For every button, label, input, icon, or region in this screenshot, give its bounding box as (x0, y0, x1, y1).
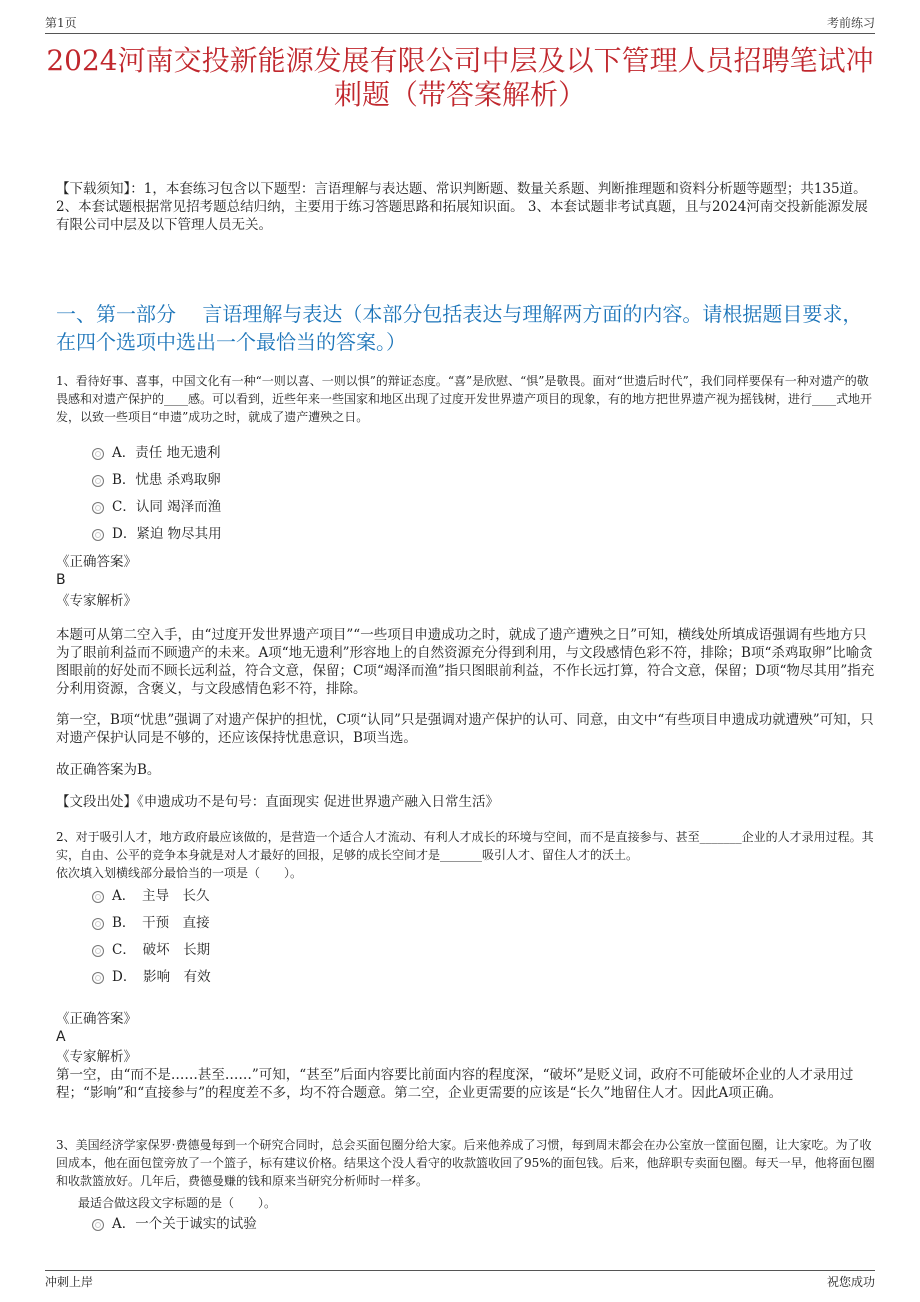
question-2-prompt: 依次填入划横线部分最恰当的一项是（ ）。 (56, 866, 303, 880)
option-c[interactable]: C． 破坏 长期 (92, 937, 211, 964)
question-3-prompt: 最适合做这段文字标题的是（ ）。 (78, 1196, 277, 1210)
radio-icon[interactable] (92, 448, 104, 460)
document-title: 2024河南交投新能源发展有限公司中层及以下管理人员招聘笔试冲刺题（带答案解析） (46, 44, 874, 111)
analysis-paragraph: 第一空，由“而不是……甚至……”可知，“甚至”后面内容要比前面内容的程度深，“破坏”是贬义词，政府不可能破坏企业的人才录用过程；“影响”和“直接参与”的程度差不多，均不符合题意。第二空，企业更需要的应该是“长久”地留住人才。因此A项正确。 (56, 1067, 854, 1101)
section-heading: 一、第一部分 言语理解与表达（本部分包括表达与理解两方面的内容。请根据题目要求，在四个选项中选出一个最恰当的答案。） (56, 302, 863, 354)
analysis-paragraph: 故正确答案为B。 (56, 762, 161, 778)
option-d[interactable]: D．紧迫 物尽其用 (92, 521, 222, 548)
question-2-options (92, 883, 211, 991)
header-label: 考前练习 (826, 16, 875, 30)
radio-icon[interactable] (92, 918, 104, 930)
radio-icon[interactable] (92, 475, 104, 487)
question-3-text: 3、美国经济学家保罗·费德曼每到一个研究合同时，总会买面包圈分给大家。后来他养成了习惯，每到周末都会在办公室放一筐面包圈，让大家吃。为了收回成本，他在面包筐旁放了一个篮子，标有建议价格。结果这个没人看守的收款篮收回了95%的面包钱。后来，他辞职专卖面包圈。每天一早，他将面包圈和收款篮放好。几年后，费德曼赚的钱和原来当研究分析师时一样多。 (56, 1138, 875, 1188)
option-a[interactable]: A．一个关于诚实的试验 (92, 1211, 257, 1238)
analysis-label: 《专家解析》 (56, 593, 137, 609)
analysis-label: 《专家解析》 (56, 1049, 137, 1065)
page-header (45, 14, 875, 32)
question-1-options (92, 440, 222, 548)
answer-value: B (56, 572, 66, 588)
footer-left: 冲刺上岸 (45, 1275, 94, 1289)
analysis-paragraph: 第一空，B项“忧患”强调了对遗产保护的担忧，C项“认同”只是强调对遗产保护的认可、同意，由文中“有些项目申遗成功就遭殃”可知，只对遗产保护认同是不够的，还应该保持忧患意识，B项当选。 (56, 712, 874, 746)
radio-icon[interactable] (92, 945, 104, 957)
option-b[interactable]: B． 干预 直接 (92, 910, 211, 937)
option-a[interactable]: A．责任 地无遗利 (92, 440, 222, 467)
answer-value: A (56, 1029, 66, 1045)
option-d[interactable]: D． 影响 有效 (92, 964, 211, 991)
option-c[interactable]: C．认同 竭泽而渔 (92, 494, 222, 521)
header-rule (45, 33, 875, 34)
answer-label: 《正确答案》 (56, 1011, 137, 1027)
answer-label: 《正确答案》 (56, 554, 137, 570)
radio-icon[interactable] (92, 502, 104, 514)
question-2-text: 2、对于吸引人才，地方政府最应该做的，是营造一个适合人才流动、有利人才成长的环境与空间，而不是直接参与、甚至_______企业的人才录用过程。其实，自由、公平的竞争本身就是对人才最好的回报，足够的成长空间才是_______吸引人才、留住人才的沃土。 (56, 830, 874, 862)
footer-right: 祝您成功 (826, 1275, 875, 1289)
radio-icon[interactable] (92, 891, 104, 903)
radio-icon[interactable] (92, 529, 104, 541)
option-b[interactable]: B．忧患 杀鸡取卵 (92, 467, 222, 494)
footer-rule (45, 1270, 875, 1271)
option-a[interactable]: A． 主导 长久 (92, 883, 211, 910)
question-3-options (92, 1211, 257, 1238)
radio-icon[interactable] (92, 972, 104, 984)
radio-icon[interactable] (92, 1219, 104, 1231)
question-1-text: 1、看待好事、喜事，中国文化有一种“一则以喜、一则以惧”的辩证态度。“喜”是欣慰、“惧”是敬畏。面对“世遗后时代”，我们同样要保有一种对遗产的敬畏感和对遗产保护的____感。可以看到，近些年来一些国家和地区出现了过度开发世界遗产项目的现象，有的地方把世界遗产视为摇钱树，进行____式地开发，以致一些项目“申遗”成功之时，就成了遗产遭殃之日。 (56, 374, 873, 424)
analysis-paragraph: 本题可从第二空入手，由“过度开发世界遗产项目”“一些项目申遗成功之时，就成了遗产遭殃之日”可知，横线处所填成语强调有些地方只为了眼前利益而不顾遗产的未来。A项“地无遗利”形容地上的自然资源充分得到利用，与文段感情色彩不符，排除；B项“杀鸡取卵”比喻贪图眼前的好处而不顾长远利益，符合文意，保留；C项“竭泽而渔”指只图眼前利益，不作长远打算，符合文意，保留；D项“物尽其用”指充分利用资源，含褒义，与文段感情色彩不符，排除。 (56, 627, 875, 697)
download-notice: 【下载须知】：1，本套练习包含以下题型：言语理解与表达题、常识判断题、数量关系题、判断推理题和资料分析题等题型；共135道。 2、本套试题根据常见招考题总结归纳，主要用于练习答题思路和拓展知识面。 3、本套试题非考试真题，且与2024河南交投新能源发展有限公司中层及以下管理人员无关。 (56, 181, 868, 233)
page-number: 第1页 (45, 16, 77, 30)
source-citation: 【文段出处】《申遗成功不是句号：直面现实 促进世界遗产融入日常生活》 (56, 794, 500, 810)
